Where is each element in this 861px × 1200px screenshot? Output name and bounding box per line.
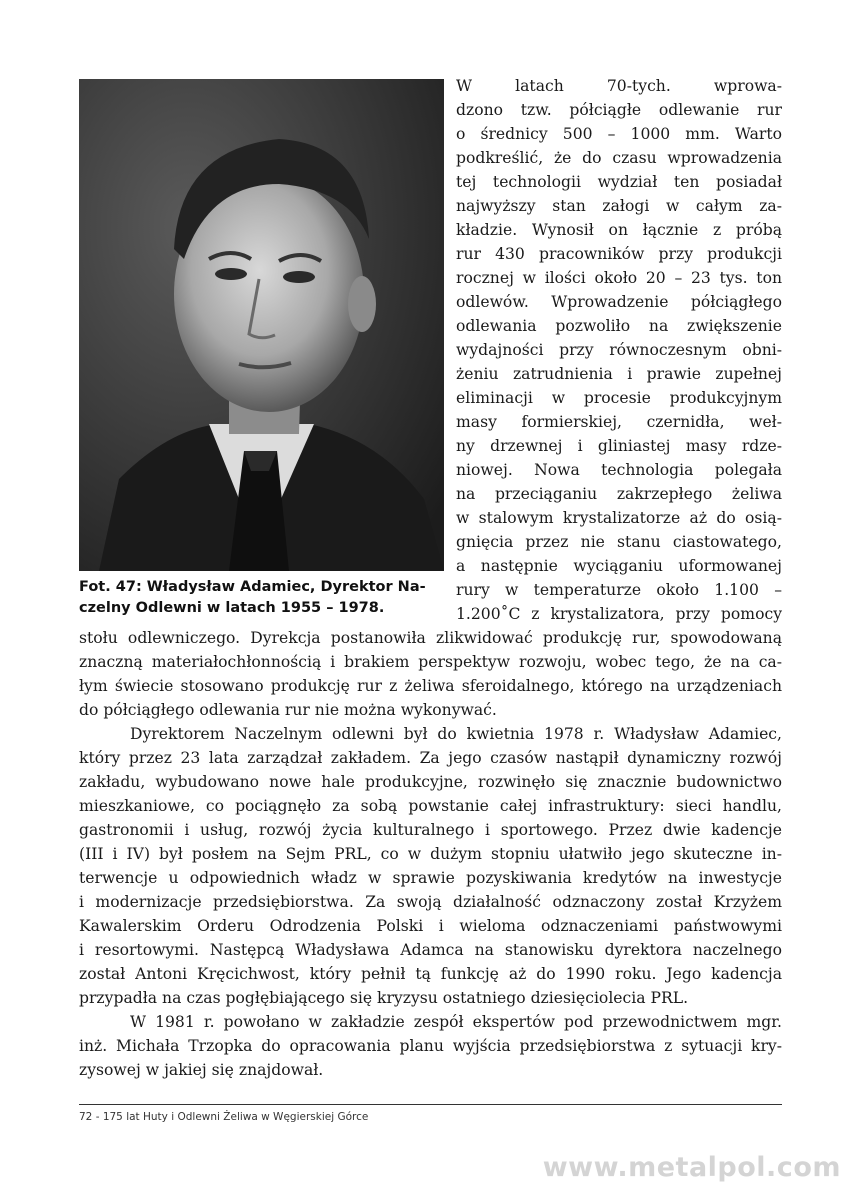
- text-line: przypadła na czas pogłębiającego się kryzysu ostatniego dziesięciolecia PRL.: [79, 989, 689, 1007]
- text-line: stołu odlewniczego. Dyrekcja postanowiła zlikwidować produkcję rur, spowodowaną: [79, 629, 782, 647]
- text-line: Dyrektorem Naczelnym odlewni był do kwietnia 1978 r. Władysław Adamiec,: [130, 725, 782, 743]
- text-line: podkreślić, że do czasu wprowadzenia: [456, 149, 782, 167]
- caption-line: Fot. 47: Władysław Adamiec, Dyrektor Na-: [79, 579, 426, 595]
- caption-line: czelny Odlewni w latach 1955 – 1978.: [79, 600, 385, 616]
- text-line: odlewania pozwoliło na zwiększenie: [456, 317, 782, 335]
- text-line: ny drzewnej i gliniastej masy rdze-: [456, 437, 782, 455]
- text-line: i resortowymi. Następcą Władysława Adamca na stanowisku dyrektora naczelnego: [79, 941, 782, 959]
- text-line: odlewów. Wprowadzenie półciągłego: [456, 293, 782, 311]
- text-line: który przez 23 lata zarządzał zakładem. Za jego czasów nastąpił dynamiczny rozwój: [79, 749, 782, 767]
- text-line: niowej. Nowa technologia polegała: [456, 461, 782, 479]
- text-line: gastronomii i usług, rozwój życia kulturalnego i sportowego. Przez dwie kadencje: [79, 821, 782, 839]
- text-line: rur 430 pracowników przy produkcji: [456, 245, 782, 263]
- portrait-illustration: [79, 79, 444, 571]
- text-line: W 1981 r. powołano w zakładzie zespół ekspertów pod przewodnictwem mgr.: [130, 1013, 782, 1031]
- text-line: a następnie wyciąganiu uformowanej: [456, 557, 782, 575]
- text-line: najwyższy stan załogi w całym za-: [456, 197, 782, 215]
- text-line: w stalowym krystalizatorze aż do osią-: [456, 509, 782, 527]
- text-line: tej technologii wydział ten posiadał: [456, 173, 782, 191]
- text-line: o średnicy 500 – 1000 mm. Warto: [456, 125, 782, 143]
- text-line: gnięcia przez nie stanu ciastowatego,: [456, 533, 782, 551]
- portrait-photo: [79, 79, 444, 571]
- text-line: 1.200˚C z krystalizatora, przy pomocy: [456, 605, 782, 623]
- text-line: znaczną materiałochłonnością i brakiem perspektyw rozwoju, wobec tego, że na ca-: [79, 653, 782, 671]
- text-line: W latach 70-tych. wprowa-: [456, 77, 782, 95]
- footer-divider: [79, 1104, 782, 1105]
- watermark: www.metalpol.com: [542, 1152, 841, 1183]
- text-line: żeniu zatrudnienia i prawie zupełnej: [456, 365, 782, 383]
- text-line: rury w temperaturze około 1.100 –: [456, 581, 782, 599]
- text-line: na przeciąganiu zakrzepłego żeliwa: [456, 485, 782, 503]
- text-line: łym świecie stosowano produkcję rur z żeliwa sferoidalnego, którego na urządzeniach: [79, 677, 782, 695]
- text-line: zakładu, wybudowano nowe hale produkcyjne, rozwinęło się znacznie budownictwo: [79, 773, 782, 791]
- text-line: eliminacji w procesie produkcyjnym: [456, 389, 782, 407]
- text-line: został Antoni Kręcichwost, który pełnił tą funkcję aż do 1990 roku. Jego kadencja: [79, 965, 782, 983]
- text-line: kładzie. Wynosił on łącznie z próbą: [456, 221, 782, 239]
- text-line: (III i IV) był posłem na Sejm PRL, co w dużym stopniu ułatwiło jego skuteczne in-: [79, 845, 782, 863]
- page-footer: 72 - 175 lat Huty i Odlewni Żeliwa w Węgierskiej Górce: [79, 1111, 369, 1123]
- text-line: dzono tzw. półciągłe odlewanie rur: [456, 101, 782, 119]
- text-line: rocznej w ilości około 20 – 23 tys. ton: [456, 269, 782, 287]
- text-line: Kawalerskim Orderu Odrodzenia Polski i wieloma odznaczeniami państwowymi: [79, 917, 782, 935]
- text-line: masy formierskiej, czernidła, weł-: [456, 413, 782, 431]
- text-line: zysowej w jakiej się znajdował.: [79, 1061, 324, 1079]
- text-line: do półciągłego odlewania rur nie można wykonywać.: [79, 701, 497, 719]
- text-line: mieszkaniowe, co pociągnęło za sobą powstanie całej infrastruktury: sieci handlu,: [79, 797, 782, 815]
- photo-caption: [79, 577, 449, 619]
- text-line: terwencje u odpowiednich władz w sprawie pozyskiwania kredytów na inwestycje: [79, 869, 782, 887]
- text-line: i modernizacje przedsiębiorstwa. Za swoją działalność odznaczony został Krzyżem: [79, 893, 782, 911]
- text-line: wydajności przy równoczesnym obni-: [456, 341, 782, 359]
- text-line: inż. Michała Trzopka do opracowania planu wyjścia przedsiębiorstwa z sytuacji kry-: [79, 1037, 782, 1055]
